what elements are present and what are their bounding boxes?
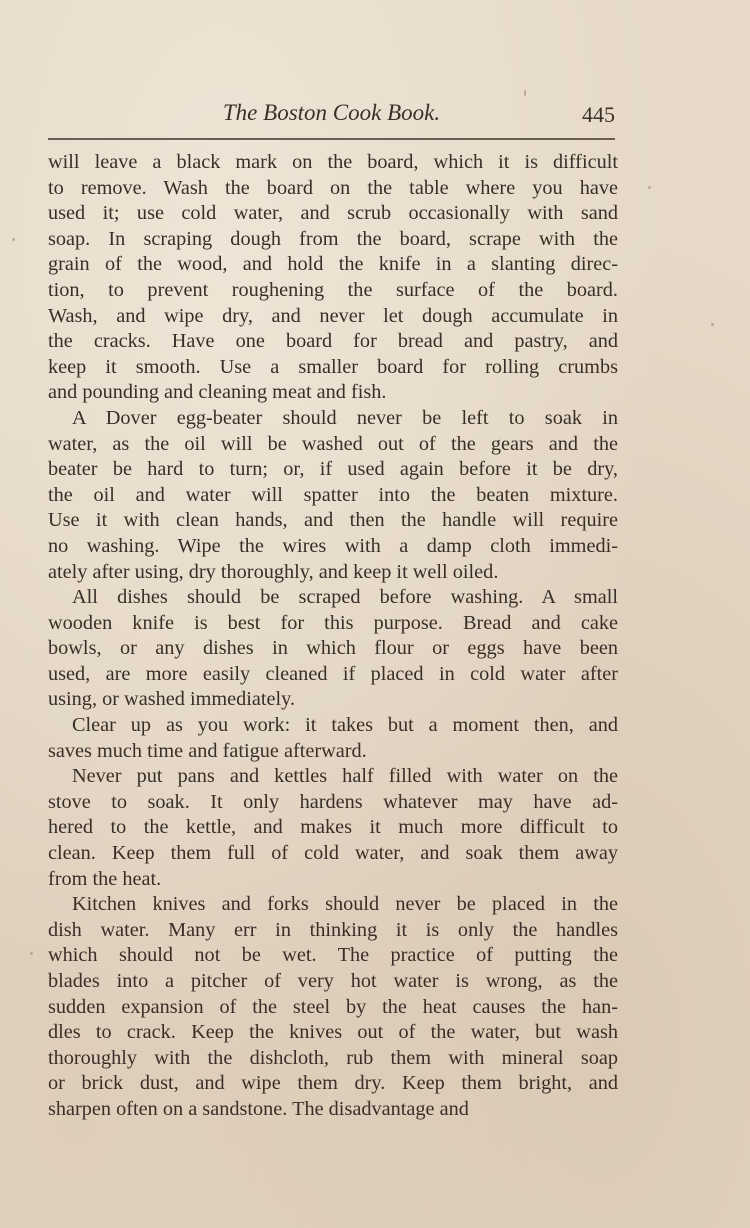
text-line: dish water. Many err in thinking it is only the handles <box>48 918 618 941</box>
text-line: Clear up as you work: it takes but a moment then, and <box>72 714 618 737</box>
text-line: beater be hard to turn; or, if used again before it be dry, <box>48 458 618 481</box>
text-line: used it; use cold water, and scrub occasionally with sand <box>48 202 618 225</box>
text-line: soap. In scraping dough from the board, scrape with the <box>48 227 618 250</box>
text-line: hered to the kettle, and makes it much more difficult to <box>48 816 618 839</box>
running-title: The Boston Cook Book. <box>222 100 441 125</box>
text-line: using, or washed immediately. <box>48 688 296 711</box>
text-line: wooden knife is best for this purpose. Bread and cake <box>48 611 618 634</box>
text-line: bowls, or any dishes in which flour or eggs have been <box>48 637 618 660</box>
text-line: ately after using, dry thoroughly, and keep it well oiled. <box>48 560 499 583</box>
running-head <box>48 100 615 134</box>
paper-speck <box>30 952 33 955</box>
text-line: will leave a black mark on the board, which it is difficult <box>48 151 618 173</box>
text-line: the oil and water will spatter into the beaten mixture. <box>48 483 618 506</box>
text-line: from the heat. <box>48 867 162 890</box>
text-line: stove to soak. It only hardens whatever may have ad- <box>48 790 618 813</box>
text-line: which should not be wet. The practice of putting the <box>48 944 618 967</box>
text-line: tion, to prevent roughening the surface of the board. <box>48 278 618 301</box>
text-line: no washing. Wipe the wires with a damp cloth immedi- <box>48 534 618 557</box>
text-line: sudden expansion of the steel by the heat causes the han- <box>48 995 618 1018</box>
text-line: clean. Keep them full of cold water, and soak them away <box>48 842 618 865</box>
text-line: dles to crack. Keep the knives out of the water, but wash <box>48 1021 618 1044</box>
text-line: A Dover egg-beater should never be left to soak in <box>72 406 618 429</box>
paper-speck <box>648 186 651 189</box>
page-number: 445 <box>582 102 615 127</box>
text-line: keep it smooth. Use a smaller board for rolling crumbs <box>48 355 618 378</box>
text-line: Wash, and wipe dry, and never let dough accumulate in <box>48 304 618 327</box>
paper-speck <box>524 90 526 96</box>
text-line: to remove. Wash the board on the table where you have <box>48 176 618 199</box>
text-line: the cracks. Have one board for bread and pastry, and <box>48 330 618 353</box>
text-line: thoroughly with the dishcloth, rub them with mineral soap <box>48 1046 618 1069</box>
text-line: Never put pans and kettles half filled with water on the <box>72 765 618 788</box>
paper-speck <box>711 323 714 326</box>
text-line: saves much time and fatigue afterward. <box>48 739 367 762</box>
body-text <box>48 150 618 1123</box>
text-line: All dishes should be scraped before washing. A small <box>72 586 618 609</box>
text-line: used, are more easily cleaned if placed in cold water after <box>48 662 618 685</box>
text-line: sharpen often on a sandstone. The disadvantage and <box>48 1097 469 1120</box>
text-line: blades into a pitcher of very hot water is wrong, as the <box>48 970 618 992</box>
paper-speck <box>12 238 15 241</box>
text-line: water, as the oil will be washed out of the gears and the <box>48 432 618 455</box>
text-line: or brick dust, and wipe them dry. Keep them bright, and <box>48 1072 618 1095</box>
text-line: Kitchen knives and forks should never be placed in the <box>72 893 618 916</box>
text-line: Use it with clean hands, and then the handle will require <box>48 509 618 532</box>
text-line: and pounding and cleaning meat and fish. <box>48 381 387 404</box>
text-line: grain of the wood, and hold the knife in a slanting direc- <box>48 253 618 276</box>
header-rule <box>48 138 615 140</box>
